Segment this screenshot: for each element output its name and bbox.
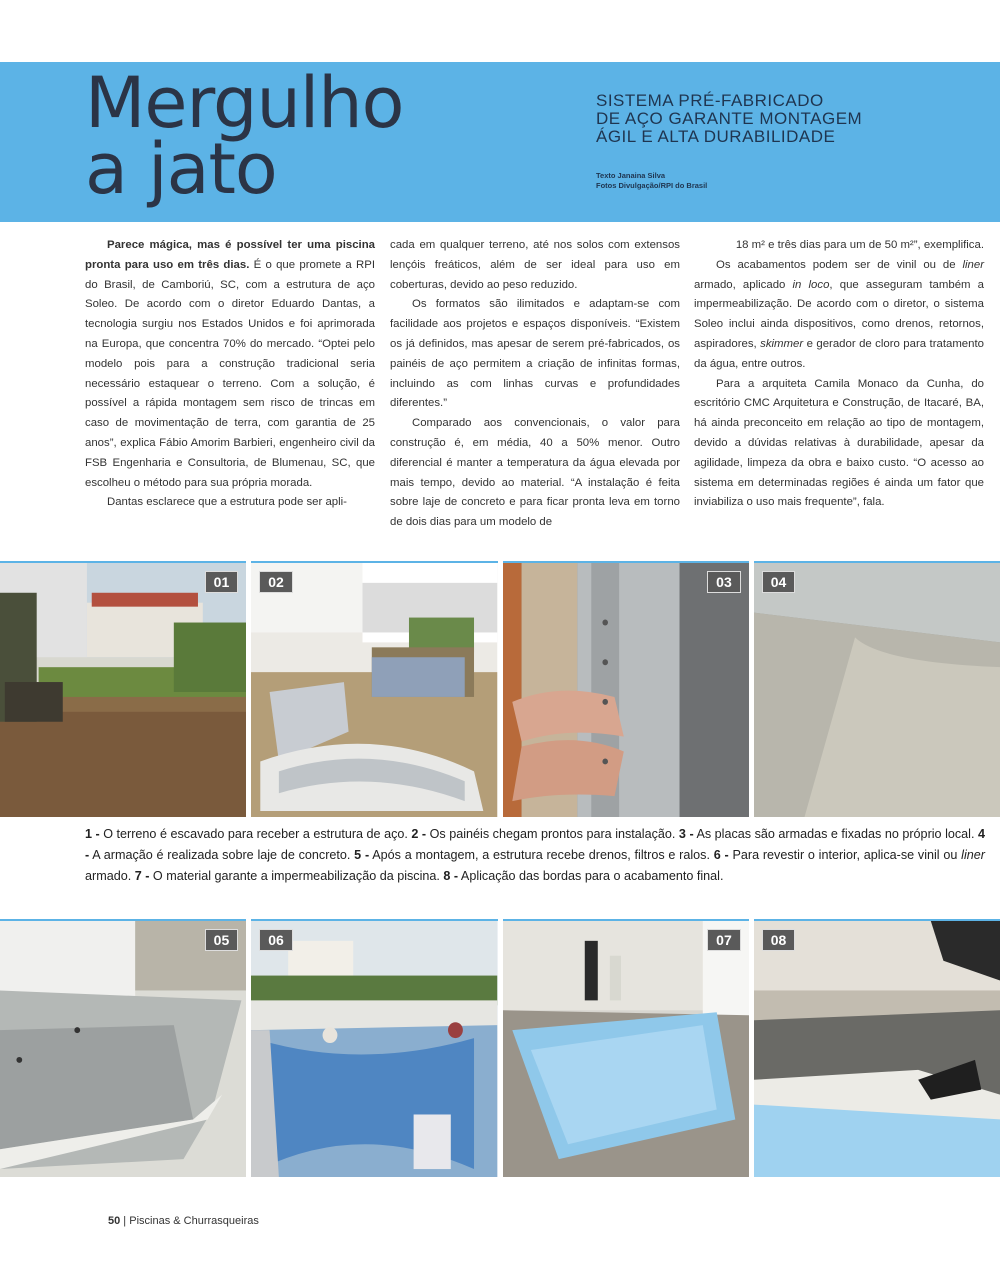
caption-text: O terreno é escavado para receber a estrutura de aço. [99,827,412,841]
credit-text: Texto Janaina Silva [596,171,666,180]
caption-text: Os painéis chegam prontos para instalação. [426,827,679,841]
text: e gerador de cloro para tratamento da água, entre outros. [694,337,984,370]
photo-number-badge: 07 [707,929,741,951]
caption-number: 4 - [85,827,986,862]
photo-row-top [0,561,1000,817]
text-emphasis: skimmer [760,337,804,350]
caption-text: armado. [85,869,135,883]
caption-text: A armação é realizada sobre laje de concreto. [89,848,355,862]
body-column-3 [694,236,984,513]
body-column-2 [390,236,680,533]
caption-number: 3 - [678,827,694,841]
photo-captions [85,824,985,887]
paragraph [85,236,375,493]
photo-number-badge: 01 [205,571,239,593]
caption-text: Aplicação das bordas para o acabamento final. [458,869,724,883]
paragraph: Os formatos são ilimitados e adaptam-se com facilidade aos projetos e espaços disponíveis. “Existem os já definidos, mas apesar de serem pré-fabricados, os painéis de aço permitem a criação de infinitas formas, incluindo as com linhas curvas e profundidades diferentes.” [390,298,680,410]
caption-text: Para revestir o interior, aplica-se vinil ou [728,848,962,862]
lead-text: Parece mágica, mas é possível ter uma piscina pronta para uso em três dias. [85,239,375,271]
photo-number-badge: 02 [259,571,293,593]
credit-photos: Fotos Divulgação/RPI do Brasil [596,181,708,190]
title-line-2: a jato [85,128,277,210]
subtitle-line-1: SISTEMA PRÉ-FABRICADO [596,91,824,110]
photo-row-bottom [0,919,1000,1177]
paragraph: Dantas esclarece que a estrutura pode ser apli- [107,496,347,509]
excavation-image [0,563,246,817]
article-subtitle [596,92,956,146]
text: Os acabamentos podem ser de vinil ou de [716,258,963,271]
photo-number-badge: 06 [259,929,293,951]
panels-image [251,563,497,817]
pool-image [503,921,749,1177]
caption-text: Após a montagem, a estrutura recebe drenos, filtros e ralos. [369,848,714,862]
body-column-1 [85,236,375,513]
photo-01-excavation [0,561,246,817]
photo-number-badge: 03 [707,571,741,593]
caption-text: As placas são armadas e fixadas no próprio local. [693,827,978,841]
caption-number: 8 - [443,869,459,883]
photo-number-badge: 04 [762,571,796,593]
text: armado, aplicado [694,278,793,291]
caption-text: O material garante a impermeabilização da piscina. [149,869,444,883]
title-line-1: Mergulho [85,62,404,144]
paragraph: cada em qualquer terreno, até nos solos com extensos lençóis freáticos, além de ser ideal para uso em coberturas, devido ao peso reduzido. [390,239,680,291]
photo-06-vinyl [251,919,497,1177]
paragraph-text: É o que promete a RPI do Brasil, de Camboriú, SC, com a estrutura de aço Soleo. De acordo com o diretor Eduardo Dantas, a tecnologia surgiu nos Estados Unidos e foi aprimorada na Europa, que concentra 70% do mercado. “Optei pelo modelo pois para a construção tradicional seria necessário estaquear o terreno. Com a solução, é possível a rápida montagem sem risco de trincas em caso de movimentação de terra, com garantia de 25 anos”, explica Fábio Amorim Barbieri, engenheiro civil da FSB Engenharia e Consultoria, de Blumenau, SC, que escolheu o método para sua própria morada. [85,258,375,489]
paragraph: 18 m² e três dias para um de 50 m²”, exemplifica. [735,239,984,251]
credits [596,171,707,191]
photo-04-concrete [754,561,1000,817]
vinyl-image [251,921,497,1177]
caption-number: 7 - [134,869,150,883]
edges-image [754,921,1000,1177]
footer-separator: | [120,1215,130,1227]
photo-08-edges [754,919,1000,1177]
subtitle-line-3: ÁGIL E ALTA DURABILIDADE [596,127,836,146]
caption-number: 1 - [85,827,100,841]
page-number: 50 [108,1215,121,1227]
text-emphasis: in loco [792,278,830,291]
drains-image [0,921,246,1177]
assembly-image [503,563,749,817]
article-title [85,62,404,210]
caption-number: 6 - [713,848,729,862]
caption-emphasis: liner [961,848,985,862]
photo-02-panels [251,561,497,817]
magazine-name: Piscinas & Churrasqueiras [129,1215,259,1227]
photo-number-badge: 08 [762,929,796,951]
paragraph: Comparado aos convencionais, o valor para construção é, em média, 40 a 50% menor. Outro diferencial é manter a temperatura da água elevada por mais tempo, devido ao material. “A instalação é feita sobre laje de concreto e para ficar pronta leva em torno de dois dias para um modelo de [390,417,680,529]
concrete-image [754,563,1000,817]
photo-03-assembly [503,561,749,817]
paragraph: Para a arquiteta Camila Monaco da Cunha, do escritório CMC Arquitetura e Construção, de Itacaré, BA, há ainda preconceito em relação ao tipo de montagem, devido a dúvidas relativas à durabilidade, apesar da agilidade, limpeza da obra e baixo custo. “O acesso ao sistema em determinadas regiões é ainda um fator que inviabiliza o uso mais frequente”, fala. [694,377,984,509]
photo-05-drains [0,919,246,1177]
paragraph [694,256,984,375]
photo-07-waterproofing [503,919,749,1177]
subtitle-line-2: DE AÇO GARANTE MONTAGEM [596,109,863,128]
text-emphasis: liner [962,258,984,271]
photo-number-badge: 05 [205,929,239,951]
caption-number: 5 - [354,848,370,862]
text: , que asseguram também a impermeabilização. De acordo com o diretor, o sistema Soleo inclui ainda dispositivos, como drenos, retornos, aspiradores, [694,278,984,350]
page-footer [108,1215,259,1227]
caption-number: 2 - [411,827,427,841]
